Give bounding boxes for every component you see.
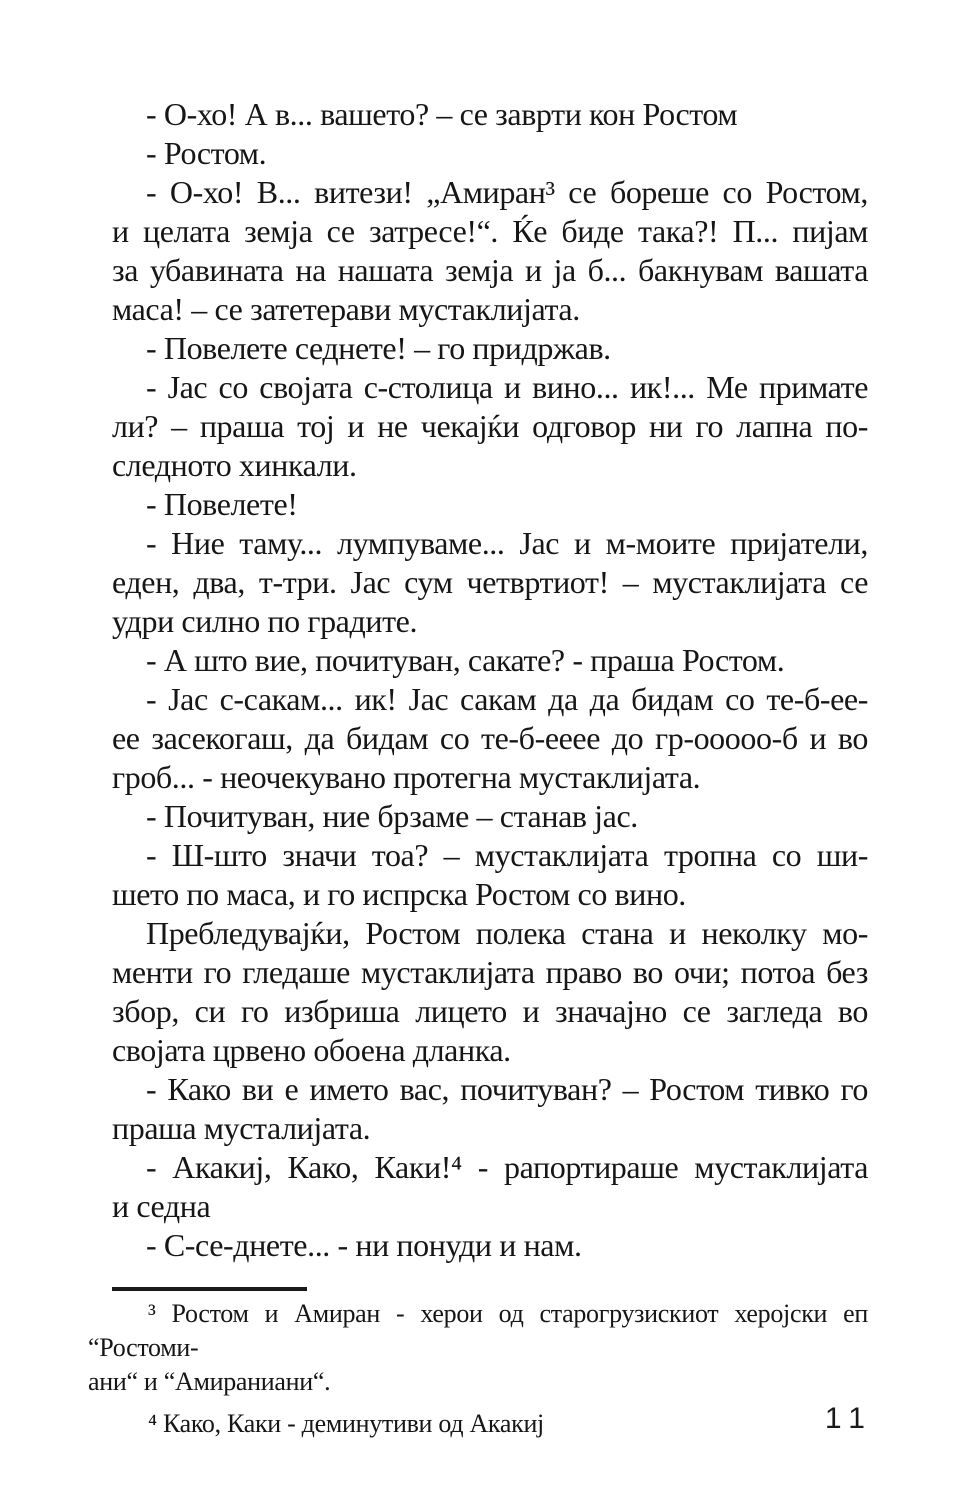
text-line: праша мусталијата. [112,1110,371,1146]
text-line: збор, си го избриша лицето и значајно се загледа во [112,993,868,1029]
footnotes [88,1297,868,1441]
text-line: - О-хо! А в... вашето? – се заврти кон Ростом [146,96,738,132]
text-line: - Јас со својата с-столица и вино... ик!... Ме примате [146,369,868,405]
text-line: ли? – праша тој и не чекајќи одговор ни го лапна по- [112,408,868,444]
text-line: шето по маса, и го испрска Ростом со вино. [112,876,686,912]
text-line: - Почитуван, ние брзаме – станав јас. [146,798,638,834]
text-line: - С-се-днете... - ни понуди и нам. [146,1227,582,1263]
text-line: удри силно по градите. [112,603,418,639]
text-line: - А што вие, почитуван, сакате? - праша Ростом. [146,642,785,678]
text-line: и целата земја се затресе!“. Ќе биде така?! П... пијам [112,213,868,249]
text-line: - О-хо! В... витези! „Амиран³ се бореше со Ростом, [146,174,868,210]
footnote-line: ⁴ Како, Каки - деминутиви од Акакиј [148,1409,544,1438]
footnote-line: ³ Ростом и Амиран - херои од старогрузискиот херојски еп “Ростоми- [88,1299,868,1362]
text-line: ее засекогаш, да бидам со те-б-ееее до гр-ооооо-б и во [112,720,868,756]
text-line: - Акакиј, Како, Каки!⁴ - рапортираше мустаклијата [146,1149,868,1185]
text-line: - Повелете! [146,486,298,522]
text-line: гроб... - неочекувано протегна мустаклијата. [112,759,701,795]
text-line: еден, два, т-три. Јас сум четвртиот! – мустаклијата се [112,564,868,600]
text-line: својата црвено обоена дланка. [112,1032,511,1068]
text-line: - Ростом. [146,135,267,171]
text-line: - Јас с-сакам... ик! Јас сакам да да бидам со те-б-ее- [146,681,868,717]
text-line: следното хинкали. [112,447,357,483]
footnote-separator [112,1287,307,1291]
body-text [112,95,868,1265]
text-line: - Повелете седнете! – го придржав. [146,330,611,366]
footnote-line: ани“ и “Амираниани“. [88,1367,331,1396]
text-line: и седна [112,1188,211,1224]
text-line: менти го гледаше мустаклијата право во очи; потоа без [112,954,868,990]
text-line: Пребледувајќи, Ростом полека стана и неколку мо- [146,915,868,951]
page-number: 11 [824,1402,874,1435]
text-line: за убавината на нашата земја и ја б... бакнувам вашата [112,252,868,288]
text-line: - Ние таму... лумпуваме... Јас и м-моите пријатели, [146,525,868,561]
text-line: маса! – се затетерави мустаклијата. [112,291,580,327]
text-line: - Како ви е името вас, почитуван? – Ростом тивко го [146,1071,868,1107]
text-line: - Ш-што значи тоа? – мустаклијата тропна со ши- [146,837,868,873]
